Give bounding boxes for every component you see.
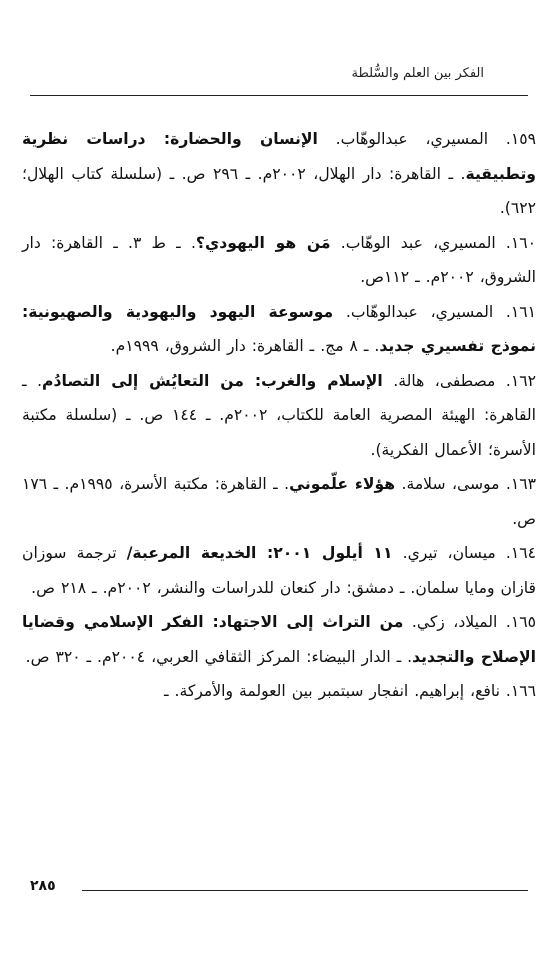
entry-title: هؤلاء علّموني [289,475,396,493]
entry-title: موسوعة اليهود واليهودية والصهيونية: نموذج تفسيري جديد [22,302,536,355]
entry-publication: . ـ القاهرة: الهيئة المصرية العامة للكتاب، ٢٠٠٢م. ـ ١٤٤ ص. ـ (سلسلة مكتبة الأسرة؛ الأعمال الفكرية). [22,371,537,459]
entry-author: المسيري، عبدالوهّاب. [333,302,494,321]
bibliography-entry [22,122,536,226]
entry-number: ١٦٠. [495,233,536,252]
entry-title: من التراث إلى الاجتهاد: الفكر الإسلامي وقضايا الإصلاح والتجديد [22,613,536,666]
bibliography-entry [22,674,536,709]
entry-publication: . ـ ٨ مج. ـ القاهرة: دار الشروق، ١٩٩٩م. [110,337,380,355]
entry-publication: انفجار سبتمبر بين العولمة والأمركة. ـ [164,682,409,700]
entry-title: الإسلام والغرب: من التعايُش إلى التصادُم [42,371,383,390]
bibliography-list [22,122,536,709]
entry-publication: . ـ القاهرة: مكتبة الأسرة، ١٩٩٥م. ـ ١٧٦ ص. [22,475,536,528]
entry-author: نافع، إبراهيم. [408,682,500,700]
entry-number: ١٦٦. [499,682,536,700]
bibliography-entry [22,605,536,674]
entry-title: الإنسان والحضارة: دراسات نظرية وتطبيقية [22,130,536,183]
page-number: ٢٨٥ [30,878,56,894]
entry-publication: . ـ ط ٣. ـ القاهرة: دار الشروق، ٢٠٠٢م. ـ ١١٢ص. [22,233,536,286]
entry-publication: . ـ الدار البيضاء: المركز الثقافي العربي، ٢٠٠٤م. ـ ٣٢٠ ص. [25,647,413,666]
bibliography-entry [22,536,536,605]
bibliography-entry [22,226,536,295]
entry-number: ١٦٥. [497,613,536,631]
entry-title: ١١ أيلول ٢٠٠١: الخديعة المرعبة/ [126,544,393,562]
entry-title: مَن هو اليهودي؟ [195,233,331,252]
entry-publication: . ـ القاهرة: دار الهلال، ٢٠٠٢م. ـ ٢٩٦ ص. ـ (سلسلة كتاب الهلال؛ ٦٢٢). [22,164,536,217]
running-head: الفكر بين العلم والسُّلطة [351,66,484,81]
entry-number: ١٥٩. [488,130,536,148]
footer-rule [82,890,528,891]
bibliography-entry [22,467,536,536]
entry-number: ١٦٤. [495,544,537,562]
entry-number: ١٦٢. [495,371,537,390]
entry-author: المسيري، عبدالوهّاب. [317,130,489,148]
entry-author: ميسان، تيري. [392,544,496,562]
entry-number: ١٦١. [493,302,536,321]
bibliography-entry [22,364,536,468]
bibliography-entry [22,295,536,364]
entry-author: مصطفى، هالة. [382,371,496,390]
entry-author: الميلاد، زكي. [403,613,498,631]
entry-author: المسيري، عبد الوهّاب. [330,233,496,252]
entry-publication: ترجمة سوزان قازان ومايا سلمان. ـ دمشق: دار كنعان للدراسات والنشر، ٢٠٠٢م. ـ ٢١٨ ص. [22,544,536,597]
entry-author: موسى، سلامة. [395,475,500,493]
entry-number: ١٦٣. [499,475,537,493]
header-rule [30,95,528,96]
